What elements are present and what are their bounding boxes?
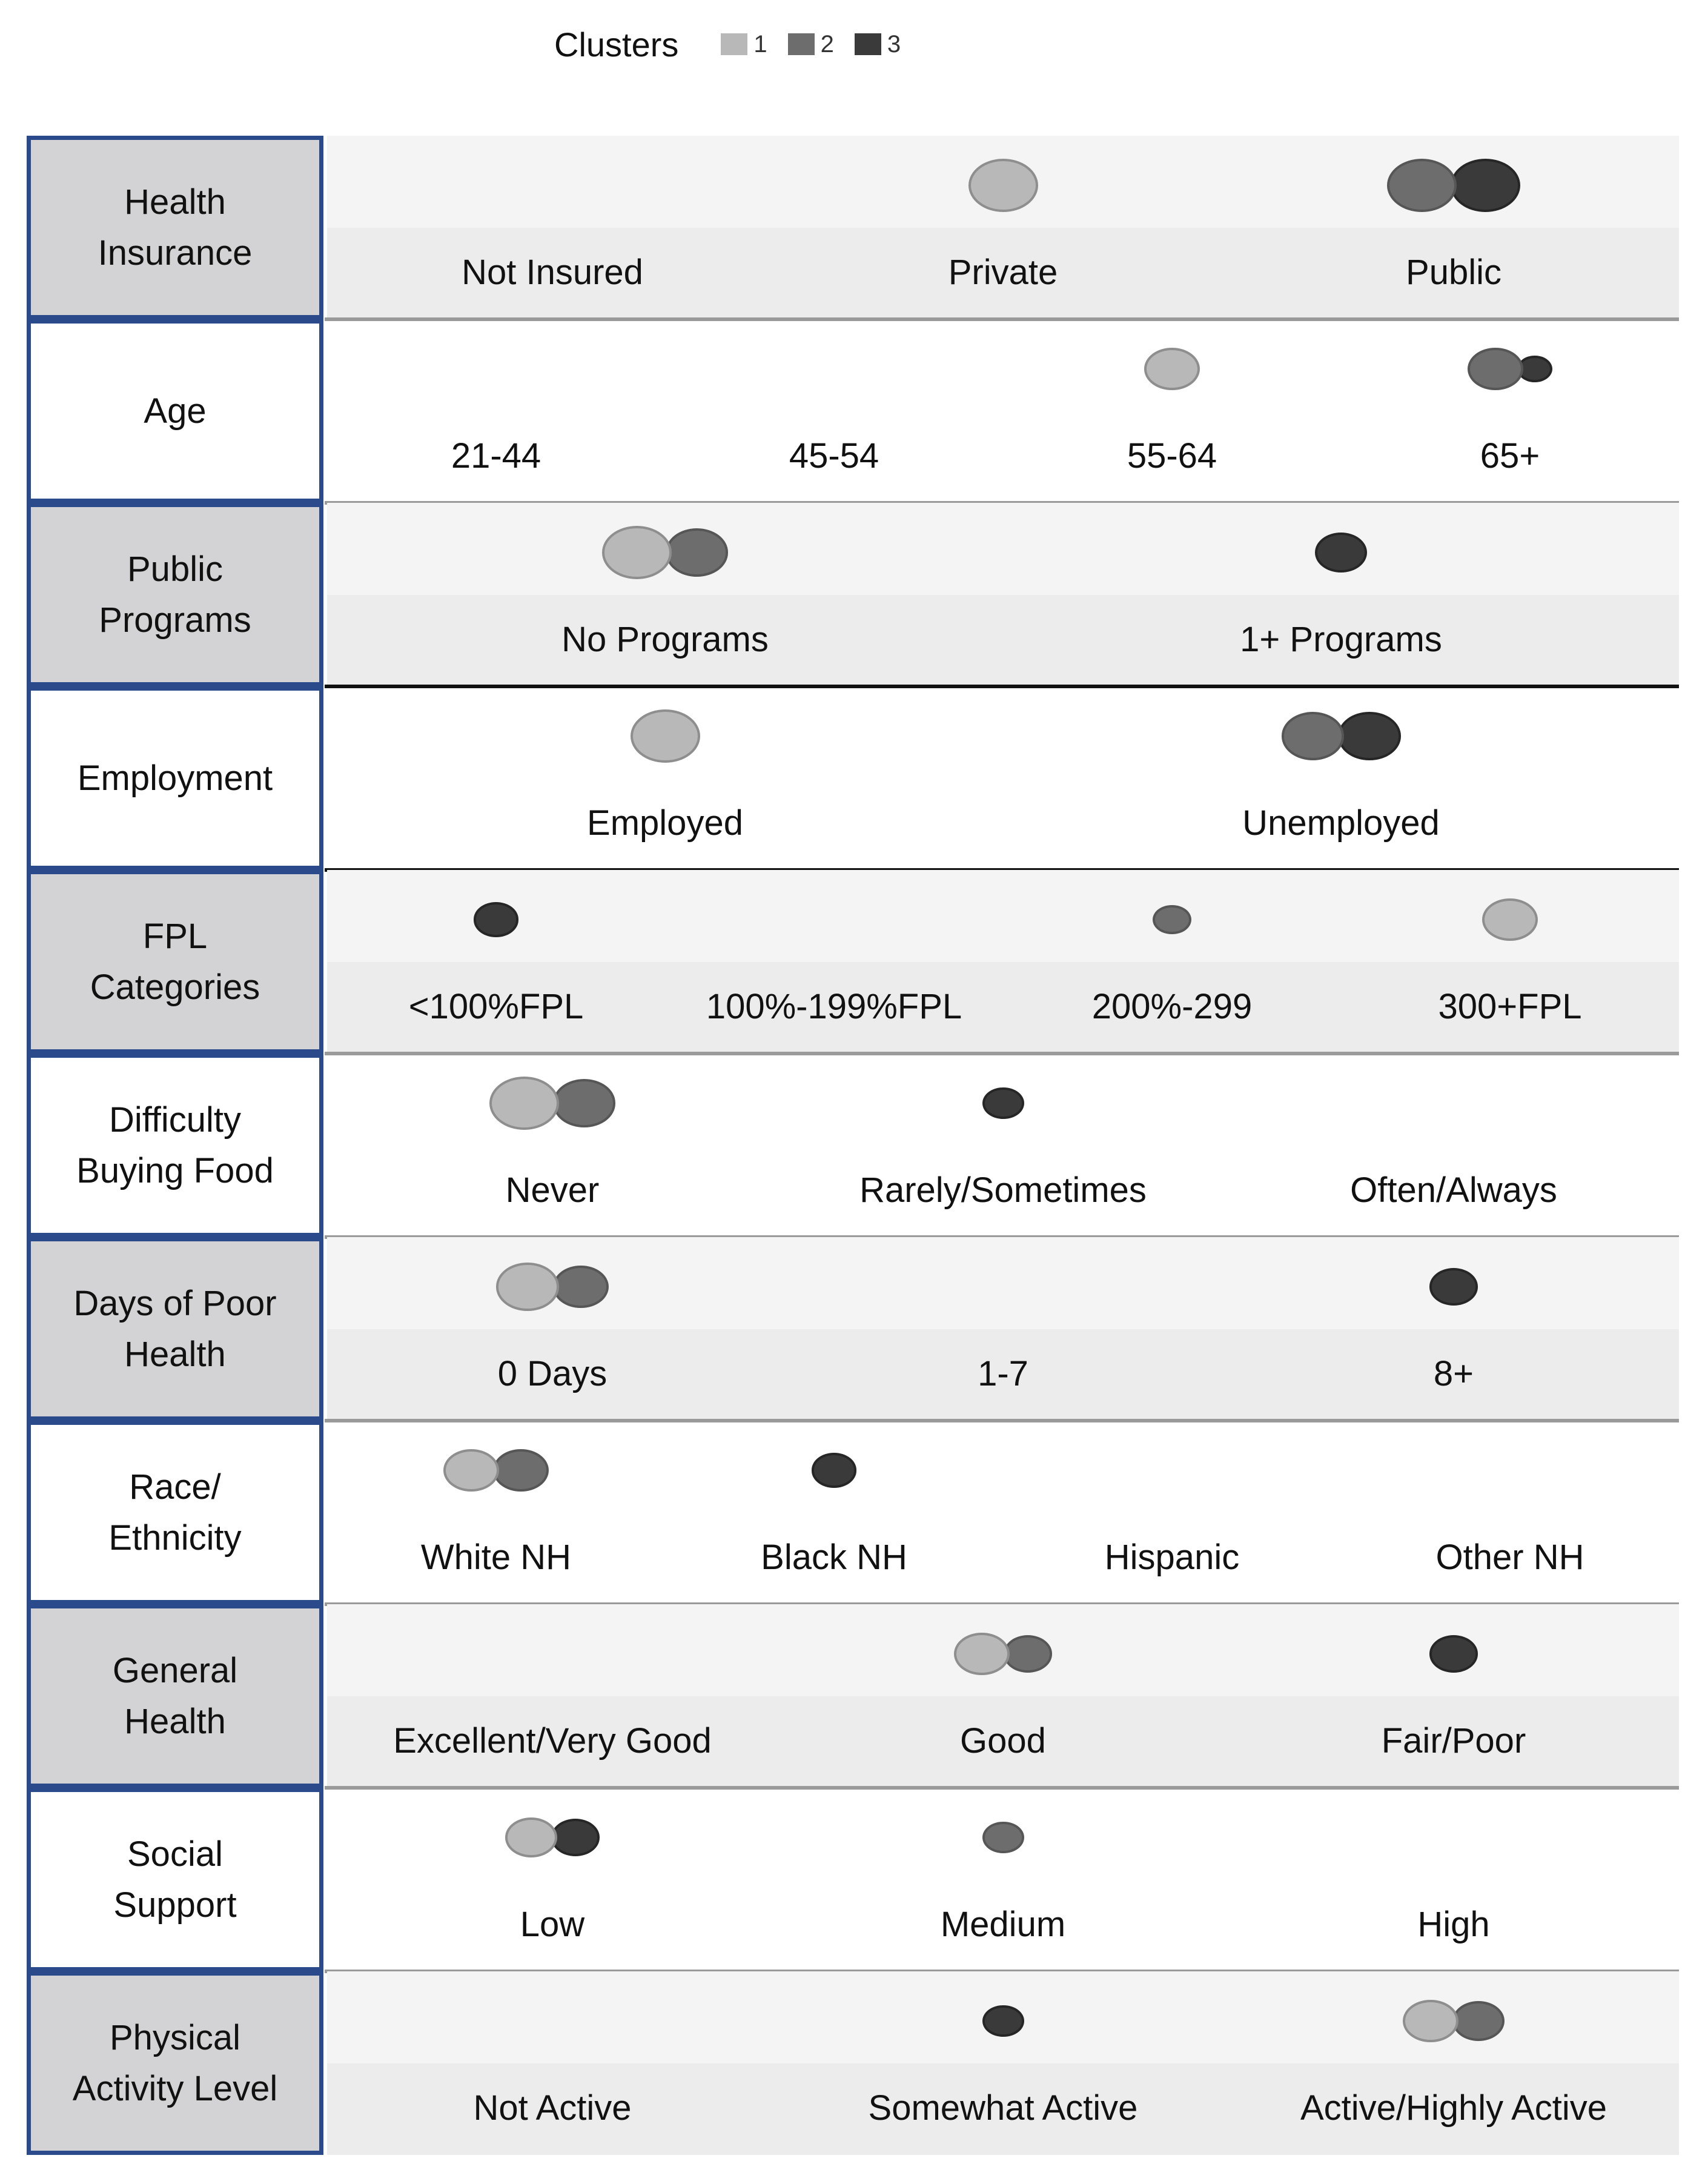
category-label: Never — [505, 1170, 600, 1210]
cluster-3-marker — [1315, 533, 1367, 573]
table-row — [27, 870, 1679, 1054]
table-row — [27, 1971, 1679, 2155]
row-body — [327, 1421, 1679, 1604]
category-label: Excellent/Very Good — [393, 1721, 712, 1761]
row-header: Race/ Ethnicity — [27, 1421, 323, 1604]
row-body — [327, 870, 1679, 1054]
category-label: 200%-299 — [1091, 987, 1253, 1026]
row-body — [327, 503, 1679, 686]
row-body — [327, 686, 1679, 870]
category-label: Hispanic — [1104, 1538, 1240, 1577]
legend-label-3: 3 — [887, 30, 901, 58]
cluster-2-marker — [493, 1449, 549, 1492]
category-label: Not Active — [473, 2088, 632, 2128]
cluster-3-marker — [982, 1087, 1024, 1120]
cluster-1-marker — [505, 1817, 557, 1857]
row-header: Age — [27, 319, 323, 503]
category-label: <100%FPL — [408, 987, 584, 1026]
legend-item-cluster-1 — [721, 31, 767, 58]
category-label: Often/Always — [1350, 1170, 1557, 1210]
cluster-2-marker — [982, 1822, 1024, 1854]
category-label: 8+ — [1433, 1354, 1474, 1393]
row-header: Health Insurance — [27, 136, 323, 319]
category-label: 45-54 — [789, 436, 879, 476]
cluster-1-marker — [1403, 2000, 1458, 2042]
cluster-3-marker — [551, 1819, 600, 1856]
legend-title: Clusters — [554, 25, 679, 64]
category-label: 100%-199%FPL — [706, 987, 962, 1026]
table-row — [27, 1054, 1679, 1237]
row-header: Physical Activity Level — [27, 1971, 323, 2155]
cluster-3-marker — [982, 2005, 1024, 2037]
cluster-2-marker — [1387, 159, 1457, 212]
category-label: White NH — [420, 1538, 572, 1577]
category-label: 300+FPL — [1438, 987, 1582, 1026]
row-header: Days of Poor Health — [27, 1237, 323, 1421]
category-label: Other NH — [1435, 1538, 1584, 1577]
row-body — [327, 319, 1679, 503]
row-body — [327, 1237, 1679, 1421]
table-row — [27, 1237, 1679, 1421]
cluster-3-marker — [1429, 1635, 1478, 1673]
cluster-1-marker — [631, 709, 700, 763]
legend-swatch-3 — [855, 33, 881, 55]
category-label: Rarely/Sometimes — [859, 1170, 1147, 1210]
row-body — [327, 1971, 1679, 2155]
category-label: Medium — [940, 1905, 1066, 1944]
cluster-1-marker — [443, 1449, 499, 1492]
row-band — [327, 595, 1679, 687]
cluster-3-marker — [1451, 159, 1520, 212]
category-label: 1-7 — [978, 1354, 1028, 1393]
cluster-1-marker — [496, 1263, 559, 1310]
category-label: Good — [960, 1721, 1046, 1761]
category-label: 65+ — [1480, 436, 1540, 476]
cluster-1-marker — [1482, 898, 1538, 941]
cluster-2-marker — [666, 528, 729, 576]
category-label: Fair/Poor — [1381, 1721, 1526, 1761]
legend-item-cluster-2 — [788, 31, 834, 58]
category-label: Unemployed — [1242, 803, 1440, 843]
legend-swatch-2 — [788, 33, 815, 55]
legend-label-2: 2 — [820, 30, 834, 58]
category-label: Private — [948, 253, 1058, 292]
legend — [554, 17, 921, 71]
category-label: Somewhat Active — [868, 2088, 1138, 2128]
category-label: No Programs — [561, 620, 769, 659]
cluster-1-marker — [489, 1077, 559, 1130]
cluster-1-marker — [954, 1633, 1010, 1675]
cluster-2-marker — [553, 1266, 609, 1308]
table-row — [27, 136, 1679, 319]
cluster-1-marker — [602, 526, 672, 579]
legend-item-cluster-3 — [855, 31, 901, 58]
cluster-2-marker — [1468, 348, 1523, 390]
legend-label-1: 1 — [753, 30, 767, 58]
row-body — [327, 1788, 1679, 1971]
row-band — [327, 870, 1679, 962]
table-row — [27, 503, 1679, 686]
row-body — [327, 136, 1679, 319]
category-label: 21-44 — [451, 436, 541, 476]
cluster-profile-table — [27, 136, 1679, 2166]
category-label: Public — [1406, 253, 1501, 292]
cluster-1-marker — [968, 159, 1038, 212]
cluster-3-marker — [1338, 712, 1401, 760]
cluster-3-marker — [1429, 1268, 1478, 1306]
cluster-3-marker — [812, 1453, 857, 1487]
table-row — [27, 1421, 1679, 1604]
category-label: High — [1417, 1905, 1490, 1944]
table-row — [27, 1788, 1679, 1971]
legend-swatch-1 — [721, 33, 747, 55]
category-label: 1+ Programs — [1240, 620, 1442, 659]
category-label: 55-64 — [1127, 436, 1217, 476]
cluster-2-marker — [1004, 1635, 1053, 1673]
cluster-1-marker — [1144, 348, 1200, 390]
category-label: Employed — [587, 803, 743, 843]
row-body — [327, 1604, 1679, 1788]
row-header: Public Programs — [27, 503, 323, 686]
row-band — [327, 503, 1679, 595]
row-header: Social Support — [27, 1788, 323, 1971]
category-label: Active/Highly Active — [1300, 2088, 1607, 2128]
category-label: Black NH — [761, 1538, 907, 1577]
row-header: Difficulty Buying Food — [27, 1054, 323, 1237]
row-header: General Health — [27, 1604, 323, 1788]
cluster-2-marker — [1452, 2001, 1505, 2041]
table-row — [27, 1604, 1679, 1788]
row-body — [327, 1054, 1679, 1237]
row-header: FPL Categories — [27, 870, 323, 1054]
row-header: Employment — [27, 686, 323, 870]
cluster-3-marker — [474, 902, 519, 937]
cluster-2-marker — [1153, 905, 1191, 934]
table-row — [27, 319, 1679, 503]
cluster-2-marker — [553, 1079, 616, 1127]
category-label: 0 Days — [497, 1354, 608, 1393]
category-label: Low — [520, 1905, 585, 1944]
category-label: Not Insured — [462, 253, 643, 292]
cluster-2-marker — [1282, 712, 1345, 760]
table-row — [27, 686, 1679, 870]
